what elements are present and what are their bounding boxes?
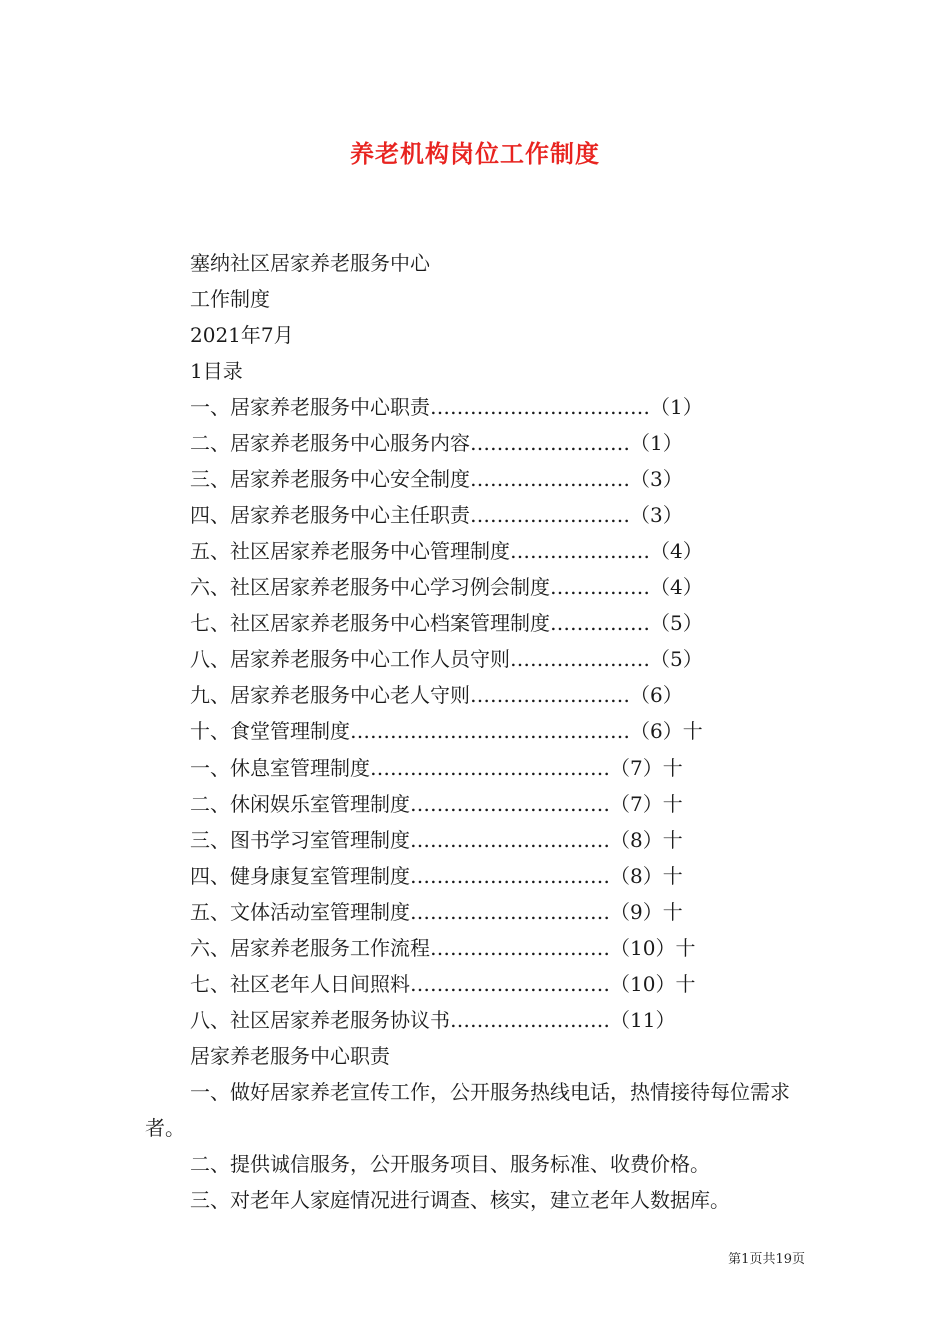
toc-entry: 三、图书学习室管理制度…………………………（8）十 — [190, 828, 683, 852]
section-heading: 居家养老服务中心职责 — [190, 1044, 390, 1068]
toc-entry: 五、社区居家养老服务中心管理制度…………………（4） — [190, 539, 703, 563]
toc-entry: 二、休闲娱乐室管理制度…………………………（7）十 — [190, 792, 683, 816]
toc-entry: 六、社区居家养老服务中心学习例会制度……………（4） — [190, 575, 703, 599]
toc-entry: 七、社区老年人日间照料…………………………（10）十 — [190, 972, 696, 996]
document-title: 养老机构岗位工作制度 — [350, 139, 600, 168]
header-line: 1目录 — [190, 359, 243, 383]
header-line: 工作制度 — [190, 287, 270, 311]
toc-entry: 七、社区居家养老服务中心档案管理制度……………（5） — [190, 611, 703, 635]
toc-entry: 一、居家养老服务中心职责……………………………（1） — [190, 395, 703, 419]
body-paragraph: 二、提供诚信服务，公开服务项目、服务标准、收费价格。 — [190, 1152, 710, 1176]
toc-entry: 一、休息室管理制度………………………………（7）十 — [190, 756, 683, 780]
header-line: 塞纳社区居家养老服务中心 — [190, 251, 430, 275]
toc-entry: 五、文体活动室管理制度…………………………（9）十 — [190, 900, 683, 924]
body-paragraph: 三、对老年人家庭情况进行调查、核实，建立老年人数据库。 — [190, 1188, 730, 1212]
page-footer: 第1页共19页 — [728, 1252, 805, 1267]
toc-entry: 四、居家养老服务中心主任职责……………………（3） — [190, 503, 683, 527]
toc-entry: 六、居家养老服务工作流程………………………（10）十 — [190, 936, 696, 960]
toc-entry: 十、食堂管理制度……………………………………（6）十 — [190, 719, 703, 743]
toc-entry: 九、居家养老服务中心老人守则……………………（6） — [190, 683, 683, 707]
toc-entry: 三、居家养老服务中心安全制度……………………（3） — [190, 467, 683, 491]
toc-entry: 二、居家养老服务中心服务内容……………………（1） — [190, 431, 683, 455]
body-paragraph: 一、做好居家养老宣传工作，公开服务热线电话，热情接待每位需求者。 — [145, 1080, 790, 1140]
header-line: 2021年7月 — [190, 323, 294, 347]
toc-entry: 八、居家养老服务中心工作人员守则…………………（5） — [190, 647, 703, 671]
toc-entry: 八、社区居家养老服务协议书……………………（11） — [190, 1008, 676, 1032]
toc-entry: 四、健身康复室管理制度…………………………（8）十 — [190, 864, 683, 888]
